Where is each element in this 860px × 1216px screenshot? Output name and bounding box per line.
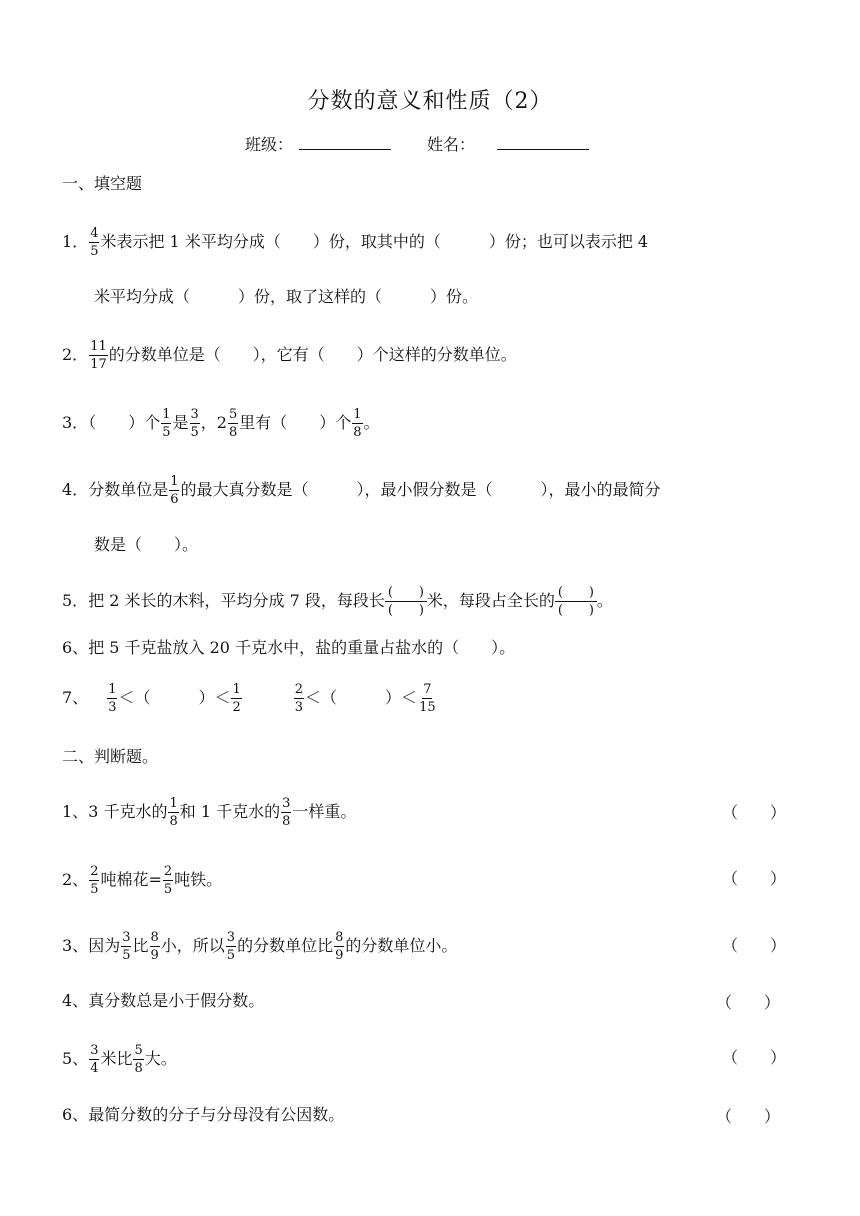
question-3 xyxy=(62,407,380,440)
fraction: $\frac{3}{5}$ xyxy=(190,407,199,440)
question-6 xyxy=(62,636,515,660)
question-text: 和 1 千克水的 xyxy=(179,802,281,821)
question-text: 米表示把 1 米平均分成（ ）份，取其中的（ ）份；也可以表示把 4 xyxy=(100,232,649,251)
question-text: ＜（ ）＜ xyxy=(118,688,231,707)
class-blank[interactable] xyxy=(299,133,391,150)
question-text: 真分数总是小于假分数。 xyxy=(88,991,265,1010)
question-text: 吨棉花= xyxy=(100,870,162,889)
fraction: $\frac{4}{5}$ xyxy=(90,226,99,259)
question-number: 3． xyxy=(62,413,89,432)
question-text: 3 千克水的 xyxy=(88,802,168,821)
question-5 xyxy=(62,585,613,618)
question-number: 4、 xyxy=(62,991,89,1010)
fraction: $\frac{7}{15}$ xyxy=(419,682,436,715)
section1-heading: 一、填空题 xyxy=(62,174,143,193)
question-text: 。 xyxy=(596,591,613,610)
fraction: $\frac{2}{5}$ xyxy=(163,864,173,897)
question-number: 3、 xyxy=(62,936,89,955)
answer-paren[interactable]: （ ） xyxy=(722,1048,787,1067)
question-number: 4． xyxy=(62,480,89,499)
fraction: $\frac{5}{8}$ xyxy=(134,1043,143,1076)
question-text: 比 xyxy=(132,936,149,955)
class-label: 班级： xyxy=(245,135,294,154)
question-text: ，2 xyxy=(200,413,227,432)
fraction: $\frac{1}{3}$ xyxy=(108,682,117,715)
question-text: 因为 xyxy=(88,936,121,955)
question-text: ＜（ ）＜ xyxy=(305,688,418,707)
question-text: 大。 xyxy=(144,1049,177,1068)
question-text: 一样重。 xyxy=(292,802,357,821)
page-title: 分数的意义和性质（2） xyxy=(307,89,553,114)
fraction: $\frac{1}{2}$ xyxy=(232,682,241,715)
question-text: 把 2 米长的木料，平均分成 7 段，每段长 xyxy=(88,591,385,610)
question-text: 分数单位是 xyxy=(88,480,169,499)
name-label: 姓名： xyxy=(427,135,476,154)
question-number: 1、 xyxy=(62,802,89,821)
question-text: 小，所以 xyxy=(160,936,225,955)
question-7 xyxy=(62,682,438,715)
answer-paren[interactable]: （ ） xyxy=(716,993,781,1012)
fraction: $\frac{2}{5}$ xyxy=(90,864,99,897)
question-2 xyxy=(62,339,517,372)
name-field xyxy=(427,132,589,155)
answer-paren[interactable]: （ ） xyxy=(716,1107,781,1126)
answer-paren[interactable]: （ ） xyxy=(722,936,787,955)
question-number: 2、 xyxy=(62,870,89,889)
section2-heading: 二、判断题。 xyxy=(62,747,159,766)
fraction: $\frac{3}{8}$ xyxy=(282,796,291,829)
question-text: 最简分数的分子与分母没有公因数。 xyxy=(88,1105,345,1124)
class-field xyxy=(245,132,391,155)
fraction: $\frac{11}{17}$ xyxy=(90,339,107,372)
question-text: 的分数单位小。 xyxy=(345,936,458,955)
judge-2 xyxy=(62,864,222,897)
fraction: $\frac{2}{3}$ xyxy=(294,682,304,715)
judge-5 xyxy=(62,1043,177,1076)
question-number: 5． xyxy=(62,591,89,610)
fraction: $\frac{1}{8}$ xyxy=(169,796,178,829)
fraction: $\frac{1}{6}$ xyxy=(170,474,179,507)
question-text: （ ）个 xyxy=(88,413,161,432)
fraction: $\frac{1}{5}$ xyxy=(162,407,171,440)
fraction: $\frac{1}{8}$ xyxy=(353,407,362,440)
answer-paren[interactable]: （ ） xyxy=(722,869,787,888)
question-number: 5、 xyxy=(62,1049,89,1068)
question-text: 是 xyxy=(172,413,189,432)
fraction: $\frac{8}{9}$ xyxy=(335,930,344,963)
question-number: 1． xyxy=(62,232,89,251)
question-text: 。 xyxy=(363,413,380,432)
blank-fraction[interactable]: $\frac{( )}{( )}$ xyxy=(556,585,596,618)
question-1 xyxy=(62,226,648,259)
question-number: 2． xyxy=(62,345,89,364)
question-4-cont: 数是（ ）。 xyxy=(94,535,199,554)
question-text: 米比 xyxy=(100,1049,133,1068)
question-number: 6、 xyxy=(62,1105,89,1124)
judge-3 xyxy=(62,930,457,963)
judge-4 xyxy=(62,989,264,1013)
question-text: 的分数单位比 xyxy=(237,936,334,955)
question-number: 7、 xyxy=(62,688,89,707)
fraction: $\frac{5}{8}$ xyxy=(228,407,238,440)
judge-1 xyxy=(62,796,356,829)
fraction: $\frac{8}{9}$ xyxy=(150,930,159,963)
question-4 xyxy=(62,474,661,507)
question-1-cont: 米平均分成（ ）份，取了这样的（ ）份。 xyxy=(94,287,479,306)
fraction: $\frac{3}{5}$ xyxy=(226,930,236,963)
question-number: 6、 xyxy=(62,638,89,657)
judge-6 xyxy=(62,1103,344,1127)
blank-fraction[interactable]: $\frac{( )}{( )}$ xyxy=(386,585,426,618)
question-text: 米，每段占全长的 xyxy=(426,591,555,610)
question-text: 的最大真分数是（ ），最小假分数是（ ），最小的最简分 xyxy=(180,480,661,499)
question-text: 的分数单位是（ ），它有（ ）个这样的分数单位。 xyxy=(108,345,517,364)
answer-paren[interactable]: （ ） xyxy=(722,803,787,822)
question-text: 吨铁。 xyxy=(174,870,223,889)
fraction: $\frac{3}{5}$ xyxy=(122,930,131,963)
question-text: 把 5 千克盐放入 20 千克水中，盐的重量占盐水的（ ）。 xyxy=(88,638,516,657)
name-blank[interactable] xyxy=(497,133,589,150)
question-text: 里有（ ）个 xyxy=(239,413,352,432)
fraction: $\frac{3}{4}$ xyxy=(90,1043,99,1076)
